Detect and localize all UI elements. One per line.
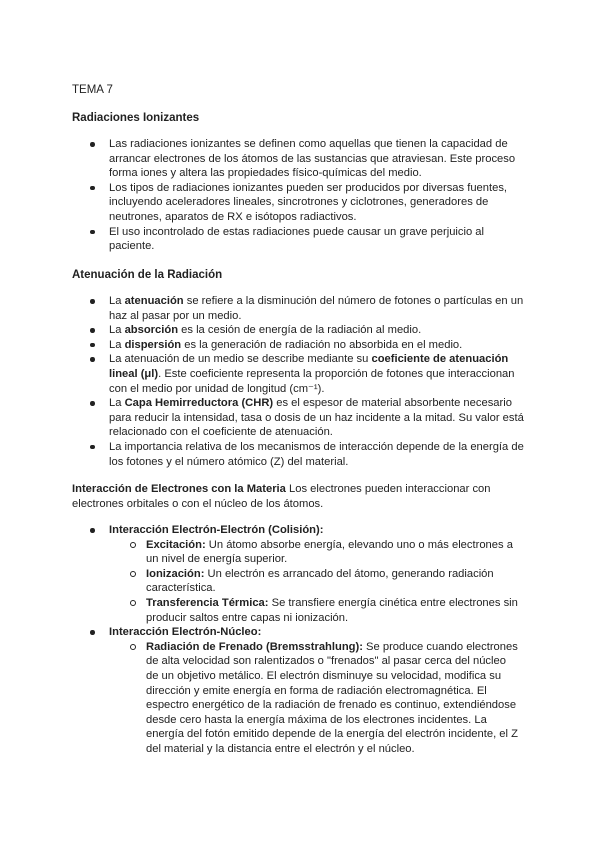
sublist-item: Ionización: Un electrón es arrancado del átomo, generando radiación característica. [128, 567, 521, 596]
list-atenuacion [0, 294, 524, 469]
list-item: Los tipos de radiaciones ionizantes pueden ser producidos por diversas fuentes, incluyendo aceleradores lineales, sincrotrones y ciclotrones, generadores de neutrones, aparatos de RX e isótopos radiactivos. [0, 181, 524, 225]
sublist-item: Radiación de Frenado (Bremsstrahlung): Se produce cuando electrones de alta velocidad son ralentizados o "frenados" al pasar cerca del núcleo de un objetivo metálico. El electrón disminuye su velocidad, modifica su dirección y emite energía en forma de radiación electromagnética. El espectro energético de la radiación de frenado es continuo, extendiéndose desde cero hasta la energía máxima de los electrones incidentes. La energía del fotón emitido depende de la energía del electrón incidente, el Z del material y la distancia entre el electrón y el núcleo. [128, 640, 521, 757]
list-item: La dispersión es la generación de radiación no absorbida en el medio. [0, 338, 524, 353]
list-item-electron-nucleo: Interacción Electrón-Núcleo: Radiación de Frenado (Bremsstrahlung): Se produce cuando electrones de alta velocidad son ralentizados o "frenados" al pasar cerca del núcleo de un objetivo metálico. El electrón disminuye su velocidad, modifica su dirección y emite energía en forma de radiación electromagnética. El espectro energético de la radiación de frenado es continuo, extendiéndose desde cero hasta la energía máxima de los electrones incidentes. La energía del fotón emitido depende de la energía del electrón incidente, el Z del material y la distancia entre el electrón y el núcleo. [0, 625, 521, 756]
list-item: La importancia relativa de los mecanismos de interacción depende de la energía de los fotones y el número atómico (Z) del material. [0, 440, 524, 469]
list-item-electron-electron: Interacción Electrón-Electrón (Colisión): Excitación: Un átomo absorbe energía, elevando uno o más electrones a un nivel de energía superior. Ionización: Un electrón es arrancado del átomo, generando radiación característica. Transferencia Térmica: Se transfiere energía cinética entre electrones sin producir saltos entre capas ni ionización. [0, 523, 521, 625]
list-item: La Capa Hemirreductora (CHR) es el espesor de material absorbente necesario para reducir la intensidad, tasa o dosis de un haz incidente a la mitad. Su valor está relacionado con el coeficiente de atenuación. [0, 396, 524, 440]
list-item: La absorción es la cesión de energía de la radiación al medio. [0, 323, 524, 338]
topic-label: TEMA 7 [72, 84, 113, 96]
intro-interaccion-electrones: Interacción de Electrones con la Materia Los electrones pueden interaccionar con electrones orbitales o con el núcleo de los átomos. [72, 483, 491, 510]
list-item: La atenuación se refiere a la disminución del número de fotones o partículas en un haz al pasar por un medio. [0, 294, 524, 323]
list-item: El uso incontrolado de estas radiaciones puede causar un grave perjuicio al paciente. [0, 225, 524, 254]
sublist-item: Transferencia Térmica: Se transfiere energía cinética entre electrones sin producir saltos entre capas ni ionización. [128, 596, 521, 625]
heading-interaccion-electrones: Interacción de Electrones con la Materia [72, 483, 286, 495]
heading-atenuacion: Atenuación de la Radiación [72, 269, 223, 281]
sublist-colision [128, 538, 521, 626]
list-interacciones [0, 523, 521, 757]
sublist-item: Excitación: Un átomo absorbe energía, elevando uno o más electrones a un nivel de energía superior. [128, 538, 521, 567]
sublist-nucleo [128, 640, 521, 757]
list-radiaciones [0, 137, 524, 254]
heading-radiaciones-ionizantes: Radiaciones Ionizantes [72, 112, 200, 124]
list-item: La atenuación de un medio se describe mediante su coeficiente de atenuación lineal (μl). Este coeficiente representa la proporción de fotones que interaccionan con el medio por unidad de longitud (cm⁻¹). [0, 352, 524, 396]
list-item: Las radiaciones ionizantes se definen como aquellas que tienen la capacidad de arrancar electrones de los átomos de las sustancias que atraviesan. Este proceso forma iones y altera las propiedades físico-químicas del medio. [0, 137, 524, 181]
